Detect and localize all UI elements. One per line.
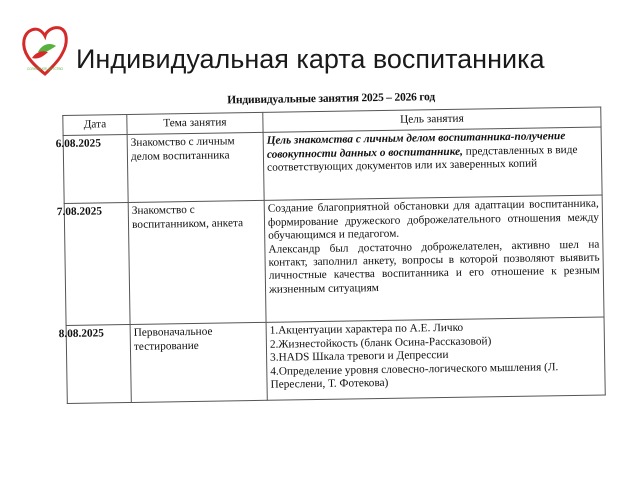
header-goal: Цель занятия [263,107,601,133]
goal-paragraph-1: Создание благоприятной обстановки для адаптации воспитанника, формирование дружеского доброжелательного отношения между обучающимся и педагогом. [267,197,600,242]
logo-red-bird [32,51,48,58]
goal-rest-text: представленных в виде соответствующих документов или их заверенных копий [267,143,578,175]
header-date: Дата [63,114,127,135]
goal-paragraph-2: Александр был достаточно доброжелателен, активно шел на контакт, заполнил анкету, вопросы в которой позволяют выявить личностные качества воспитанника и его отношение к резным жизненным ситуациям [268,238,600,296]
sessions-table [55,107,605,405]
row-topic: Знакомство с воспитанником, анкета [128,201,266,325]
row-goal [264,195,604,322]
row-goal [266,317,605,400]
logo-caption: СОЛНЕЧНОЕ ДЕТСТВО [27,67,63,71]
logo-green-leaf [38,44,56,53]
goal-list-item: 3.HADS Шкала тревоги и Депрессии [270,349,449,364]
row-date: 8.08.2025 [66,325,131,404]
goal-list-item: 4.Определение уровня словесно-логического мышления (Л. Переслени, Т. Фотекова) [270,360,559,391]
plan-table-wrapper [55,89,605,405]
table-row [64,195,604,325]
goal-list-item: 2.Жизнестойкость (бланк Осина-Рассказовой) [269,335,492,351]
row-date: 7.08.2025 [64,203,130,326]
goal-bold-text: Цель знакомства с личным делом воспитанника-получение совокупности данных о воспитаннике, [266,130,566,161]
table-caption: Индивидуальные занятия 2025 – 2026 год [227,91,436,107]
page-title: Индивидуальная карта воспитанника [76,44,545,74]
bird-heart-logo-icon [20,22,70,80]
row-topic: Знакомство с личным делом воспитанника [127,133,264,203]
row-date: 6.08.2025 [63,135,128,204]
header-topic: Тема занятия [127,112,263,135]
row-topic: Первоначальное тестирование [130,323,267,403]
goal-list-item: 1.Акцентуации характера по А.Е. Личко [269,322,464,338]
table-row [66,317,605,403]
table-row [63,127,602,203]
row-goal [263,127,602,200]
